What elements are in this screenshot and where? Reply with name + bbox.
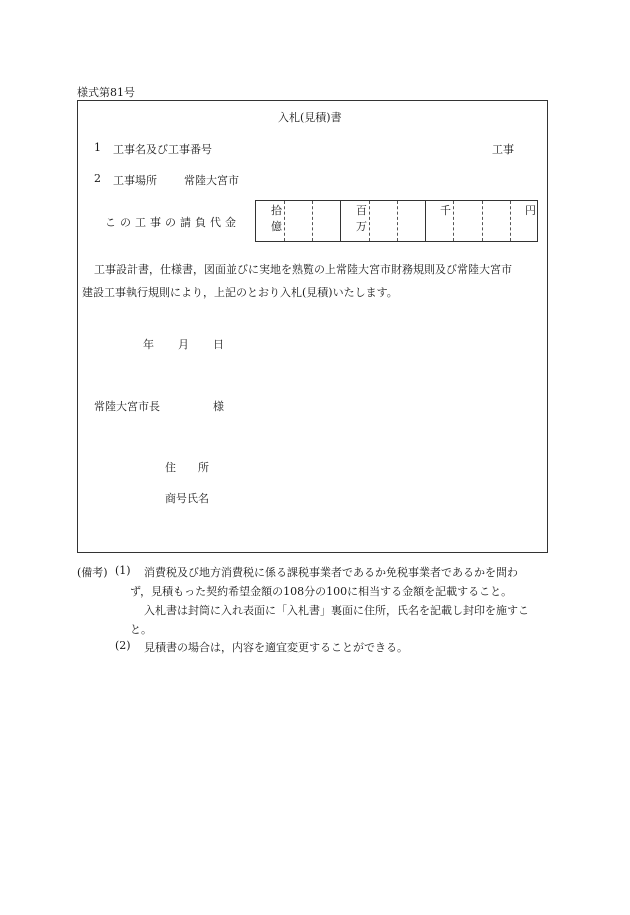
unit-ju-oku-2: 億 <box>271 220 282 233</box>
remarks-number-1: (1) <box>115 564 131 577</box>
amount-cell <box>425 201 426 241</box>
address-label: 住 所 <box>165 461 209 474</box>
remarks-line-1: 消費税及び地方消費税に係る課税事業者であるか免税事業者であるかを問わ <box>144 566 518 579</box>
amount-cell <box>453 201 454 241</box>
form-title: 入札(見積)書 <box>278 111 342 124</box>
body-line-2: 建設工事執行規則により，上記のとおり入札(見積)いたします。 <box>82 286 398 299</box>
amount-cell <box>397 201 398 241</box>
unit-hyaku-man-1: 百 <box>356 204 367 217</box>
item2-value: 常陸大宮市 <box>184 174 239 187</box>
addressee-name: 常陸大宮市長 <box>94 400 160 413</box>
company-label: 商号氏名 <box>165 492 209 505</box>
item1-number: 1 <box>94 141 101 154</box>
date-month: 月 <box>178 338 189 351</box>
amount-cell <box>482 201 483 241</box>
amount-cell <box>369 201 370 241</box>
item1-suffix: 工事 <box>492 143 514 156</box>
date-day: 日 <box>213 338 224 351</box>
price-label: この工事の請負代金 <box>105 216 240 229</box>
unit-ju-oku-1: 拾 <box>271 204 282 217</box>
remarks-label: (備考) <box>77 566 108 579</box>
date-year: 年 <box>143 338 154 351</box>
remarks-line-2: ず，見積もった契約希望金額の108分の100に相当する金額を記載すること。 <box>130 585 513 598</box>
item2-number: 2 <box>94 172 101 185</box>
remarks-number-2: (2) <box>115 639 131 652</box>
item2-label: 工事場所 <box>113 174 157 187</box>
item1-label: 工事名及び工事番号 <box>113 143 212 156</box>
amount-cell <box>284 201 285 241</box>
unit-en: 円 <box>525 204 536 217</box>
unit-hyaku-man-2: 万 <box>356 220 367 233</box>
amount-cell <box>312 201 313 241</box>
unit-sen: 千 <box>440 204 451 217</box>
bid-form-frame <box>77 100 548 553</box>
remarks-line-5: 見積書の場合は，内容を適宜変更することができる。 <box>144 641 408 654</box>
amount-cell <box>340 201 341 241</box>
form-number: 様式第81号 <box>77 86 135 99</box>
remarks-line-4: と。 <box>130 623 152 636</box>
amount-grid <box>255 200 538 242</box>
amount-cell <box>510 201 511 241</box>
body-line-1: 工事設計書，仕様書，図面並びに実地を熟覧の上常陸大宮市財務規則及び常陸大宮市 <box>94 263 512 276</box>
remarks-line-3: 入札書は封筒に入れ表面に「入札書」裏面に住所，氏名を記載し封印を施すこ <box>144 604 529 617</box>
addressee-honorific: 様 <box>213 400 224 413</box>
